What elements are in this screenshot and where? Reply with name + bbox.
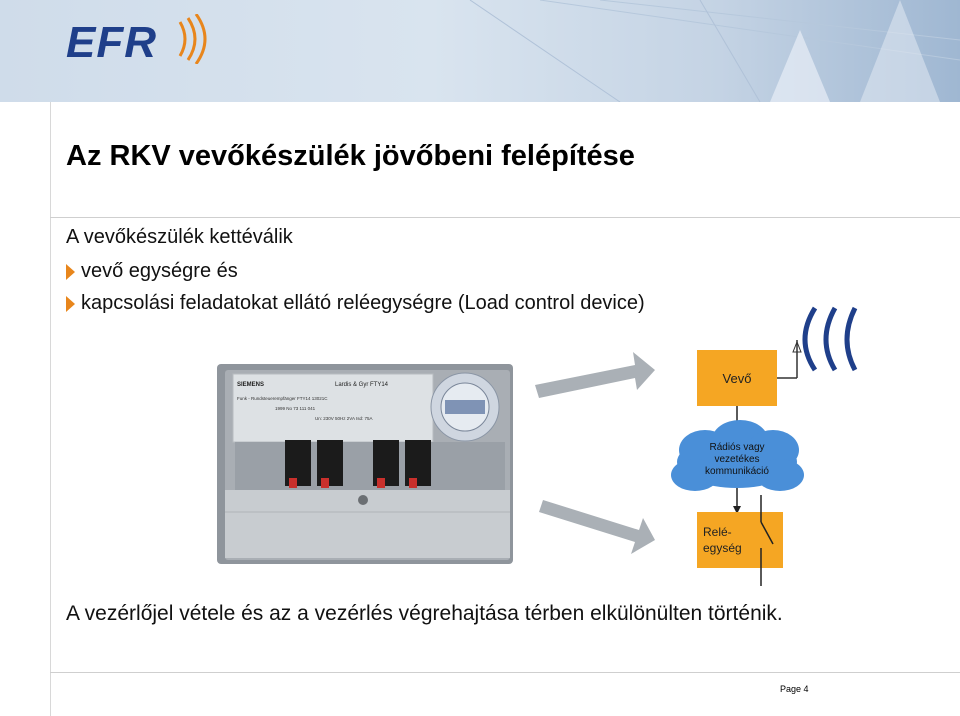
header-band: [0, 0, 960, 102]
relay-label-line: egység: [703, 541, 742, 555]
intro-text: A vevőkészülék kettéválik: [66, 226, 293, 248]
title-divider: [50, 217, 960, 218]
footer-text: A vezérlőjel vétele és az a vezérlés végrehajtása térben elkülönülten történik.: [66, 602, 783, 625]
bullet-arrow-icon: [66, 296, 75, 312]
radio-wave-icon: [826, 308, 835, 370]
receiver-device-photo: [215, 362, 515, 567]
relay-label-line: Relé-: [703, 525, 732, 539]
logo-text: EFR: [66, 18, 157, 67]
efr-logo: [66, 14, 206, 74]
system-diagram: [525, 290, 905, 590]
slide-title: Az RKV vevőkészülék jövőbeni felépítése: [66, 140, 635, 172]
left-divider: [50, 102, 51, 716]
bullet-text: vevő egységre és: [81, 260, 238, 282]
receiver-label: Vevő: [722, 371, 752, 386]
device-line3: Un: 230V 50Hz 2VA Isd: 75A: [315, 416, 373, 421]
bullet-arrow-icon: [66, 264, 75, 280]
antenna-icon: [777, 340, 801, 378]
bullet-text: kapcsolási feladatokat ellátó reléegységre (Load control device): [81, 292, 645, 314]
device-model: Lardis & Gyr FTY14: [335, 382, 389, 388]
bullet-item: [66, 260, 238, 283]
cloud-text-line: Rádiós vagy: [709, 442, 765, 453]
radio-wave-icon: [847, 308, 855, 370]
page-number: Page 4: [780, 684, 809, 694]
device-brand: SIEMENS: [237, 382, 265, 388]
radio-wave-icon: [805, 308, 815, 370]
signal-waves-icon: [174, 14, 214, 64]
footer-divider: [50, 672, 960, 673]
arrow-to-receiver: [535, 352, 655, 398]
device-line2: 1999 No 73 111 041: [275, 406, 316, 411]
cloud-text-line: kommunikáció: [705, 466, 769, 477]
device-line1: Funk - Rundsteuerempfänger FTY14 13021C: [237, 396, 328, 401]
cloud-text-line: vezetékes: [714, 454, 760, 465]
arrow-to-relay: [539, 500, 655, 554]
